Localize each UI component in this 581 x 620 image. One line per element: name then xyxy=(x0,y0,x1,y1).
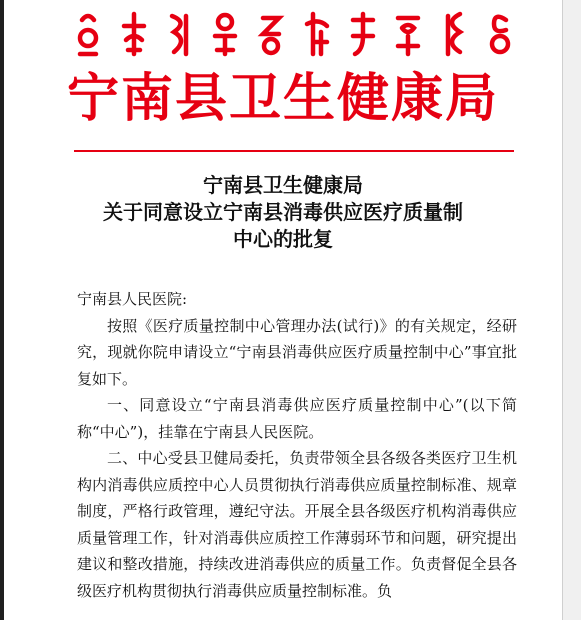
agency-masthead: 宁南县卫生健康局 xyxy=(66,69,499,129)
yi-glyph-7 xyxy=(349,10,377,58)
yi-glyph-9 xyxy=(440,10,468,58)
document-page xyxy=(4,0,562,620)
yi-glyph-6 xyxy=(303,10,331,58)
title-line-1: 宁南县卫生健康局 xyxy=(203,173,363,197)
title-line-2: 关于同意设立宁南县消毒供应医疗质量制 xyxy=(103,200,463,224)
yi-glyph-2 xyxy=(120,10,148,58)
yi-glyph-4 xyxy=(211,10,239,58)
paragraph-intro: 按照《医疗质量控制中心管理办法(试行)》的有关规定，经研究，现就你院申请设立“宁南县消毒供应医疗质量控制中心”事宜批复如下。 xyxy=(77,316,517,388)
paragraph-item-1: 一、同意设立“宁南县消毒供应医疗质量控制中心”(以下简称“中心”)，挂靠在宁南县人民医院。 xyxy=(77,396,517,441)
title-line-3: 中心的批复 xyxy=(233,227,333,251)
yi-glyph-10 xyxy=(486,10,514,58)
salutation: 宁南县人民医院: xyxy=(77,290,188,308)
yi-glyph-3 xyxy=(166,10,194,58)
document-body xyxy=(77,286,517,604)
yi-glyph-1 xyxy=(74,10,102,58)
document-title xyxy=(4,172,562,253)
yi-script-header xyxy=(74,6,514,61)
paragraph-item-2: 二、中心受县卫健局委托，负责带领全县各级各类医疗卫生机构内消毒供应质控中心人员贯彻执行消毒供应质量控制标准、规章制度，严格行政管理，遵纪守法。开展全县各级医疗机构消毒供应质量管理工作，针对消毒供应质控工作薄弱环节和问题，研究提出建议和整改措施，持续改进消毒供应的质量工作。负责督促全县各级医疗机构贯彻执行消毒供应质量控制标准。负 xyxy=(77,449,517,600)
yi-glyph-5 xyxy=(257,10,285,58)
vertical-scrollbar[interactable] xyxy=(562,0,581,620)
yi-glyph-8 xyxy=(394,10,422,58)
red-divider-line xyxy=(74,150,514,152)
